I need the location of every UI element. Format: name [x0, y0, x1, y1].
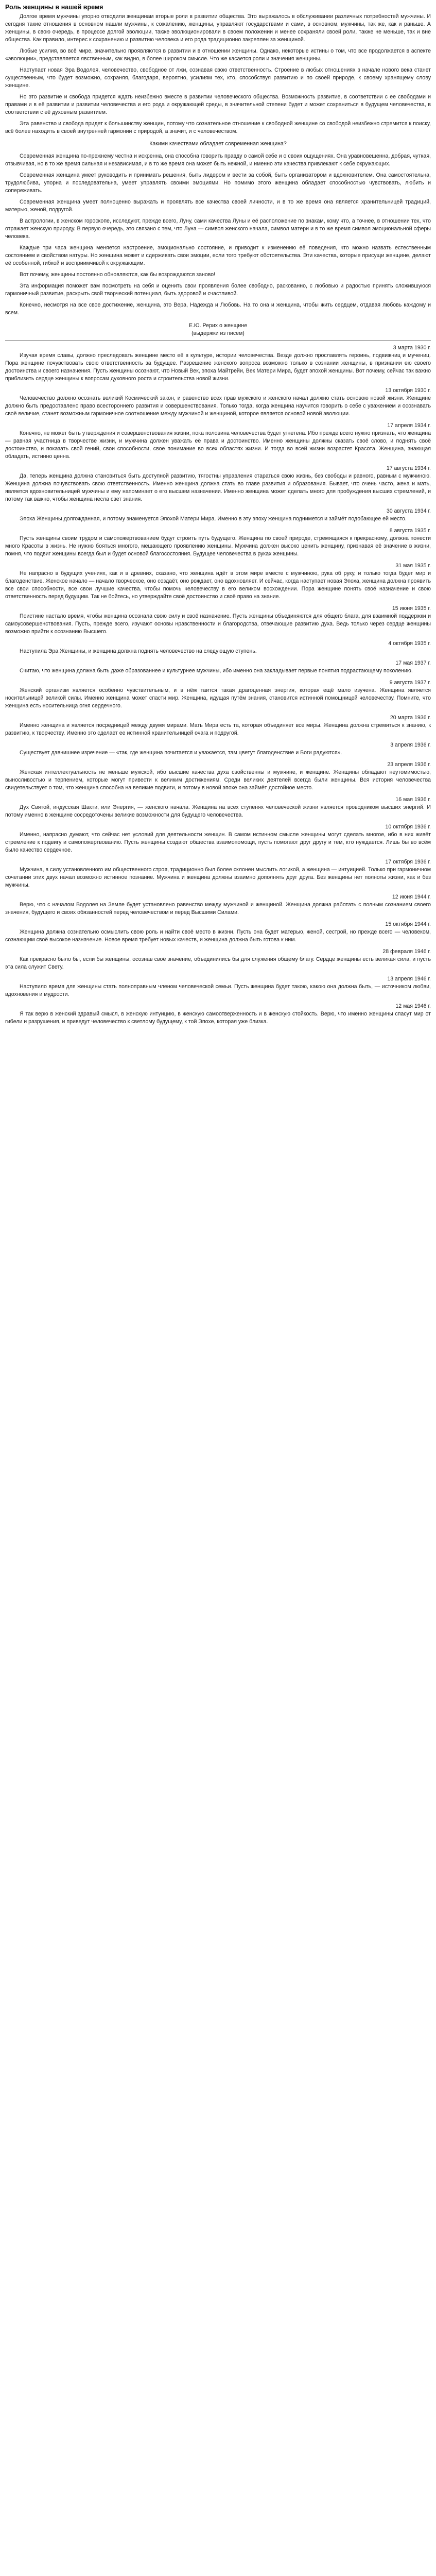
letter-entry	[5, 921, 431, 944]
letter-entry	[5, 465, 431, 503]
letter-entry	[5, 741, 431, 757]
letter-text: Поистине настало время, чтобы женщина осознала свою силу и своё назначение. Пусть женщины объединяются для общего блага, для взаимной поддержки и самоусовершенствования. Пусть, прежде всего, изучают основы нравственности и благородства, отвечающие развитию духа. Ведь только через сердце женщины возможно прийти к осознанию Высшего.	[5, 613, 431, 635]
letter-entry	[5, 948, 431, 971]
letter-text: Женская интеллектуальность не меньше мужской, ибо высшие качества духа свойственны и мужчине, и женщине. Женщины обладают неутомимостью, выносливостью и терпением, которые могут привести к великим достижениям. Среди великих деятелей всегда были женщины. Вся история человечества свидетельствует о том, что женщина способна на великие подвиги, и потому в новой эпохе она займёт достойное место.	[5, 769, 431, 791]
letter-text: Женский организм является особенно чувствительным, и в нём таится такая драгоценная энергия, которая ещё мало изучена. Женщина является носительницей великой силы. Именно женщина может спасти мир. Женщина, идущая путём знания, становится истинной помощницей человечеству. Помните, что женщина есть носительница огня сердечного.	[5, 687, 431, 709]
intro-paragraph: Современная женщина умеет полноценно выражать и проявлять все качества своей личности, и в то же время она является хранительницей традиций, матерью, женой, подругой.	[5, 199, 431, 213]
intro-paragraph: Вот почему, женщины постоянно обновляются, как бы возрождаются заново!	[20, 272, 216, 278]
letter-date: 17 апреля 1934 г.	[387, 422, 431, 429]
letter-entry	[5, 761, 431, 792]
letter-text: Я так верю в женский здравый смысл, в женскую интуицию, в женскую самоотверженность и в женскую стойкость. Верю, что именно женщины спасут мир от гибели и разрушения, и приведут человечество к светлому будущему, к той Эпохе, которая уже близка.	[5, 1011, 431, 1025]
letter-date: 13 октября 1930 г.	[385, 387, 431, 394]
letter-entry	[5, 893, 431, 917]
letter-text: Дух Святой, индусская Шакти, или Энергия, — женского начала. Женщина на всех ступенях человеческой жизни является проводником высших энергий. И потому именно в женщине сосредоточены великие возможности для будущего человечества.	[5, 804, 431, 818]
letter-date: 15 июня 1935 г.	[392, 605, 431, 612]
letter-text: Именно, напрасно думают, что сейчас нет условий для деятельности женщин. В самом истинном смысле женщины могут сделать многое, ибо в них живёт стремление к подвигу и самопожертвованию. Пусть женщины создают общества взаимопомощи, пусть помогают друг другу и тем, кто нуждается. Лишь бы во всём было качество сердечное.	[5, 832, 431, 853]
letter-entry	[5, 823, 431, 854]
article-intro	[5, 13, 431, 337]
intro-paragraph: Какими качествами обладает современная женщина?	[149, 141, 287, 147]
letter-date: 23 апреля 1936 г.	[387, 761, 431, 768]
letter-entry	[5, 975, 431, 998]
intro-paragraph: Но это развитие и свобода придется ждать неизбежно вместе в развитии человеческого общества. Возможность развитие, в соответствии с ее свободами и правами и в её развитии и развитии человечества и его рода и окружающей среды, в значительной степени будет и может сохраниться в будущем человечества, в соответствии с её духовным развитием.	[5, 94, 431, 115]
letter-date: 17 августа 1934 г.	[386, 465, 431, 471]
letter-date: 20 марта 1936 г.	[390, 715, 431, 721]
letter-text: Конечно, не может быть утверждения и совершенствования жизни, пока половина человечества будет угнетена. Ибо прежде всего нужно признать, что женщина — равная участница в творчестве жизни, и мужчина должен уважать её права и достоинство. Именно женщины должны сказать своё слово, и поднять своё достоинство, и показать свой гений, свои способности, свое понимание во всех областях жизни. И тогда во всей жизни возрастет Красота. Женщина, знающая обладать, истинно ценна.	[5, 430, 431, 460]
intro-paragraph: (выдержки из писем)	[191, 330, 245, 336]
letter-date: 17 октября 1936 г.	[385, 859, 431, 865]
letter-date: 30 августа 1934 г.	[386, 508, 431, 514]
intro-paragraph: Любые усилия, во всё мире, значительно проявляются в развитии и в отношении женщины. Однако, некоторые истины о том, что все продолжается в аспекте «эволюции», представляется явственным, как видно, в более широком смысле. Что же касается роли и значения женщины.	[5, 48, 431, 62]
letter-text: Существует давнишнее изречение — «так, где женщина почитается и уважается, там цветут благоденствие и Боги радуются».	[20, 750, 342, 756]
letter-date: 12 мая 1946 г.	[395, 1003, 431, 1009]
letter-date: 17 мая 1937 г.	[395, 660, 431, 666]
letter-text: Верю, что с началом Водолея на Земле будет установлено равенство между мужчиной и женщиной. Женщина должна работать с полным сознанием своего значения, будущего и своих обязанностей перед человечеством и перед Высшими Силами.	[5, 902, 431, 916]
intro-paragraph: Е.Ю. Рерих о женщине	[188, 323, 248, 329]
letter-text: Эпоха Женщины долгожданная, и потому знаменуется Эпохой Матери Мира. Именно в эту эпоху женщина поднимется и займёт подобающее ей место.	[20, 516, 407, 522]
intro-paragraph: Современная женщина умеет руководить и принимать решения, быть лидером и вести за собой, быть организатором и вдохновителем. Она самостоятельна, трудолюбива, упорна и последовательна, умеет управлять своими эмоциями. Но помимо этого женщина обладает способностью чувствовать, любить и сопереживать.	[5, 172, 431, 194]
letter-text: Изучая время славы, должно преследовать женщине место её в культуре, истории человечества. Везде должно прославлять героинь, подвижниц и мучениц. Пора женщине почувствовать свою ответственность за будущее. Разрешение женского вопроса возможно только в сознании женщины, в признании ею своего достоинства и своего назначения. Пусть женщины осознают, что Новый Век, эпоха Майтрейи, Век Матери Мира, будет эпохой женщины. Вот почему, сейчас так важно приблизить сердце женщины к вопросам духовного роста и строительства новой жизни.	[5, 352, 431, 382]
letter-entry	[5, 605, 431, 636]
intro-paragraph: Долгое время мужчины упорно отводили женщинам вторые роли в развитии общества. Это выражалось в обслуживании различных потребностей мужчины. И сегодня такие отношения в основном нашли мужчины, к сожалению, женщины, управляют государствами и сами, в основном, мужчины, так же, как и раньше. А женщины, в свою очередь, в процессе долгой эволюции, также эволюционировали в своем положении и менее сохраняли своей роли, также не меньше, так и вне общества. Как правило, интерес к сохранению и развитию человека и его рода традиционно закреплен за женщиной.	[5, 13, 431, 43]
letter-text: Человечество должно осознать великий Космический закон, и равенство всех прав мужского и женского начал должно стать основою новой жизни. Женщине должно быть предоставлено право всестороннего развития и совершенствования. Только тогда, когда женщина научится говорить о себе с уважением и осознавать своё величие, станет возможным гармоничное соотношение между мужчиной и женщиной, которое является основой новой эволюции.	[5, 395, 431, 417]
letter-date: 16 мая 1936 г.	[395, 796, 431, 803]
letter-text: Наступило время для женщины стать полноправным членом человеческой семьи. Пусть женщина будет такою, какою она должна быть, — источником любви, вдохновения и мудрости.	[5, 984, 431, 997]
intro-paragraph: Эта информация поможет вам посмотреть на себя и оценить свои проявления более свободно, раскованно, с любовью и радостью принять сложившуюся гармоничный развитие, раскрыть свой творческий потенциал, быть здоровой и счастливой.	[5, 283, 431, 297]
letter-entry	[5, 507, 431, 523]
letter-date: 4 октября 1935 г.	[388, 640, 431, 647]
letter-text: Пусть женщины своим трудом и самопожертвованием будут строить путь будущего. Женщина по своей природе, стремящаяся к прекрасному, должна понести много Красоты в жизнь. Не нужно бояться многого, мешающего проявлению женщины. Мужчина должен высоко ценить женщину, признавая её значение в жизни, помня, что подвиг женщины всегда был и будет основой благосостояния. Будущее человечества в руках женщины.	[5, 535, 431, 557]
letter-text: Мужчина, в силу установленного им общественного строя, традиционно был более склонен мыслить логикой, а женщина — интуицией. Только при гармоничном сочетании этих двух начал возможно истинное познание. Мужчина и женщина должны взаимно дополнять друг друга. Без женщины нет полноты жизни, как и без мужчины.	[5, 867, 431, 888]
letter-date: 8 августа 1935 г.	[389, 528, 431, 534]
intro-paragraph: Наступает новая Эра Водолея, человечество, свободное от лжи, сознавая свою ответственность. Строение в любых отношениях в начале нового века станет существенным, что будет возможно, сохраняя, благодаря, вероятно, усилиям тех, кто, способствуя развитию и по своей природе, к своему хранящему слову женщине.	[5, 67, 431, 89]
letter-text: Женщина должна сознательно осмыслить свою роль и найти своё место в жизни. Пусть она будет матерью, женой, сестрой, но прежде всего — человеком, сознающим своё высокое назначение. Новое время требует новых качеств, и женщина должна быть готова к ним.	[5, 929, 431, 943]
letter-entry	[5, 714, 431, 737]
letter-entry	[5, 527, 431, 558]
letter-text: Наступила Эра Женщины, и женщина должна поднять человечество на следующую ступень.	[20, 648, 257, 654]
intro-paragraph: Конечно, несмотря на все свое достижение, женщина, это Вера, Надежда и Любовь. На то она и женщина, чтобы жить сердцем, отдавая любовь каждому и всем.	[5, 302, 431, 316]
letter-entry	[5, 640, 431, 655]
letter-date: 3 марта 1930 г.	[393, 345, 431, 351]
letter-entry	[5, 387, 431, 418]
intro-paragraph: В астрологии, в женском гороскопе, исследуют, прежде всего, Луну, сами качества Луны и её расположение по знакам, кому что, а точнее, в отношении тех, что отражает женскую природу. В первую очередь, это связано с тем, что Луна — символ женского начала, символ матери и в то же время символ эмоциональной сферы человека.	[5, 218, 431, 240]
letter-entry	[5, 1003, 431, 1026]
letter-date: 3 апреля 1936 г.	[390, 742, 431, 748]
letter-entry	[5, 422, 431, 461]
letter-date: 10 октября 1936 г.	[385, 824, 431, 830]
letter-text: Считаю, что женщина должна быть даже образованнее и культурнее мужчины, ибо именно она закладывает первые понятия подрастающему поколению.	[20, 668, 413, 674]
article-title: Роль женщины в нашей время	[5, 4, 103, 11]
intro-paragraph: Современная женщина по-прежнему честна и искренна, она способна говорить правду о самой себе и о своих ощущениях. Она уравновешенна, добрая, чуткая, отзывчивая, но в то же время сильная и независимая, и в то же время она может быть нежной, и именно эти качества привлекают к себе окружающих.	[5, 153, 431, 167]
letter-text: Как прекрасно было бы, если бы женщины, осознав своё значение, объединились бы для служения общему благу. Сердце женщины есть великая сила, и пусть эта сила служит Свету.	[5, 956, 431, 970]
letter-date: 13 апреля 1946 г.	[387, 976, 431, 982]
letter-entry	[5, 562, 431, 601]
letter-date: 31 мая 1935 г.	[395, 563, 431, 569]
letter-entry	[5, 796, 431, 819]
letter-entry	[5, 858, 431, 889]
intro-paragraph: Эта равенство и свобода придет к большинству женщин, потому что сознательное отношение к свободной женщине со свободой неизбежно стремится к поиску, всё более находить в своей внутренней гармонии с природой, а значит, и с человечеством.	[5, 121, 431, 134]
letter-date: 28 февраля 1946 г.	[382, 948, 431, 955]
letters-list	[5, 344, 431, 1026]
letter-entry	[5, 679, 431, 710]
letter-text: Именно женщина и является посредницей между двумя мирами. Мать Мира есть та, которая объединяет все миры. Женщина должна стремиться к знанию, к развитию, к творчеству. Именно это сделает ее истинной хранительницей очага и подругой.	[5, 722, 431, 736]
letter-entry	[5, 659, 431, 675]
letter-entry	[5, 344, 431, 383]
letter-text: Да, теперь женщина должна становиться быть доступной развитию, тягостны управления стараться свою жизнь, без свободы и равного, равным с мужчиною. Женщина должна почувствовать свою ответственность. Именно женщина должна стать во главе развития и образования. Бывает, что очень часто, жена и мать, является вдохновительницей мужчины и ему напоминает о его высшем назначении. Именно женщина может сделать много для пробуждения высших стремлений, и потому так важно, чтобы женщина несла свет знания.	[5, 473, 431, 502]
letter-date: 12 июня 1944 г.	[392, 894, 431, 900]
letter-date: 15 октября 1944 г.	[385, 921, 431, 927]
letter-text: Не напрасно в будущих учениях, как и в древних, сказано, что женщина идёт в этом мире вместе с мужчиною, рука об руку, и только тогда будет мир и благоденствие. Женское начало — начало творческое, оно создаёт, оно рождает, оно вдохновляет. И сейчас, когда наступает новая Эпоха, женщина должна проявить все свои способности, все свои лучшие качества, чтобы помочь человечеству в его великом восхождении. Пора женщине понять своё назначение и свою ответственность перед будущим. Так не бойтесь, но утверждайте своё достоинство и своё право на знание.	[5, 570, 431, 600]
intro-paragraph: Каждые три часа женщина меняется настроение, эмоционально состояние, и приводит к изменению её поведения, что можно назвать естественным состоянием и свойством натуры. Но женщина может и сдерживать свои эмоции, если того требуют обстоятельства. Эти качества, которые присущи женщине, делают её особенной, гибкой и восприимчивой к окружающим.	[5, 245, 431, 266]
letter-date: 9 августа 1937 г.	[389, 680, 431, 686]
